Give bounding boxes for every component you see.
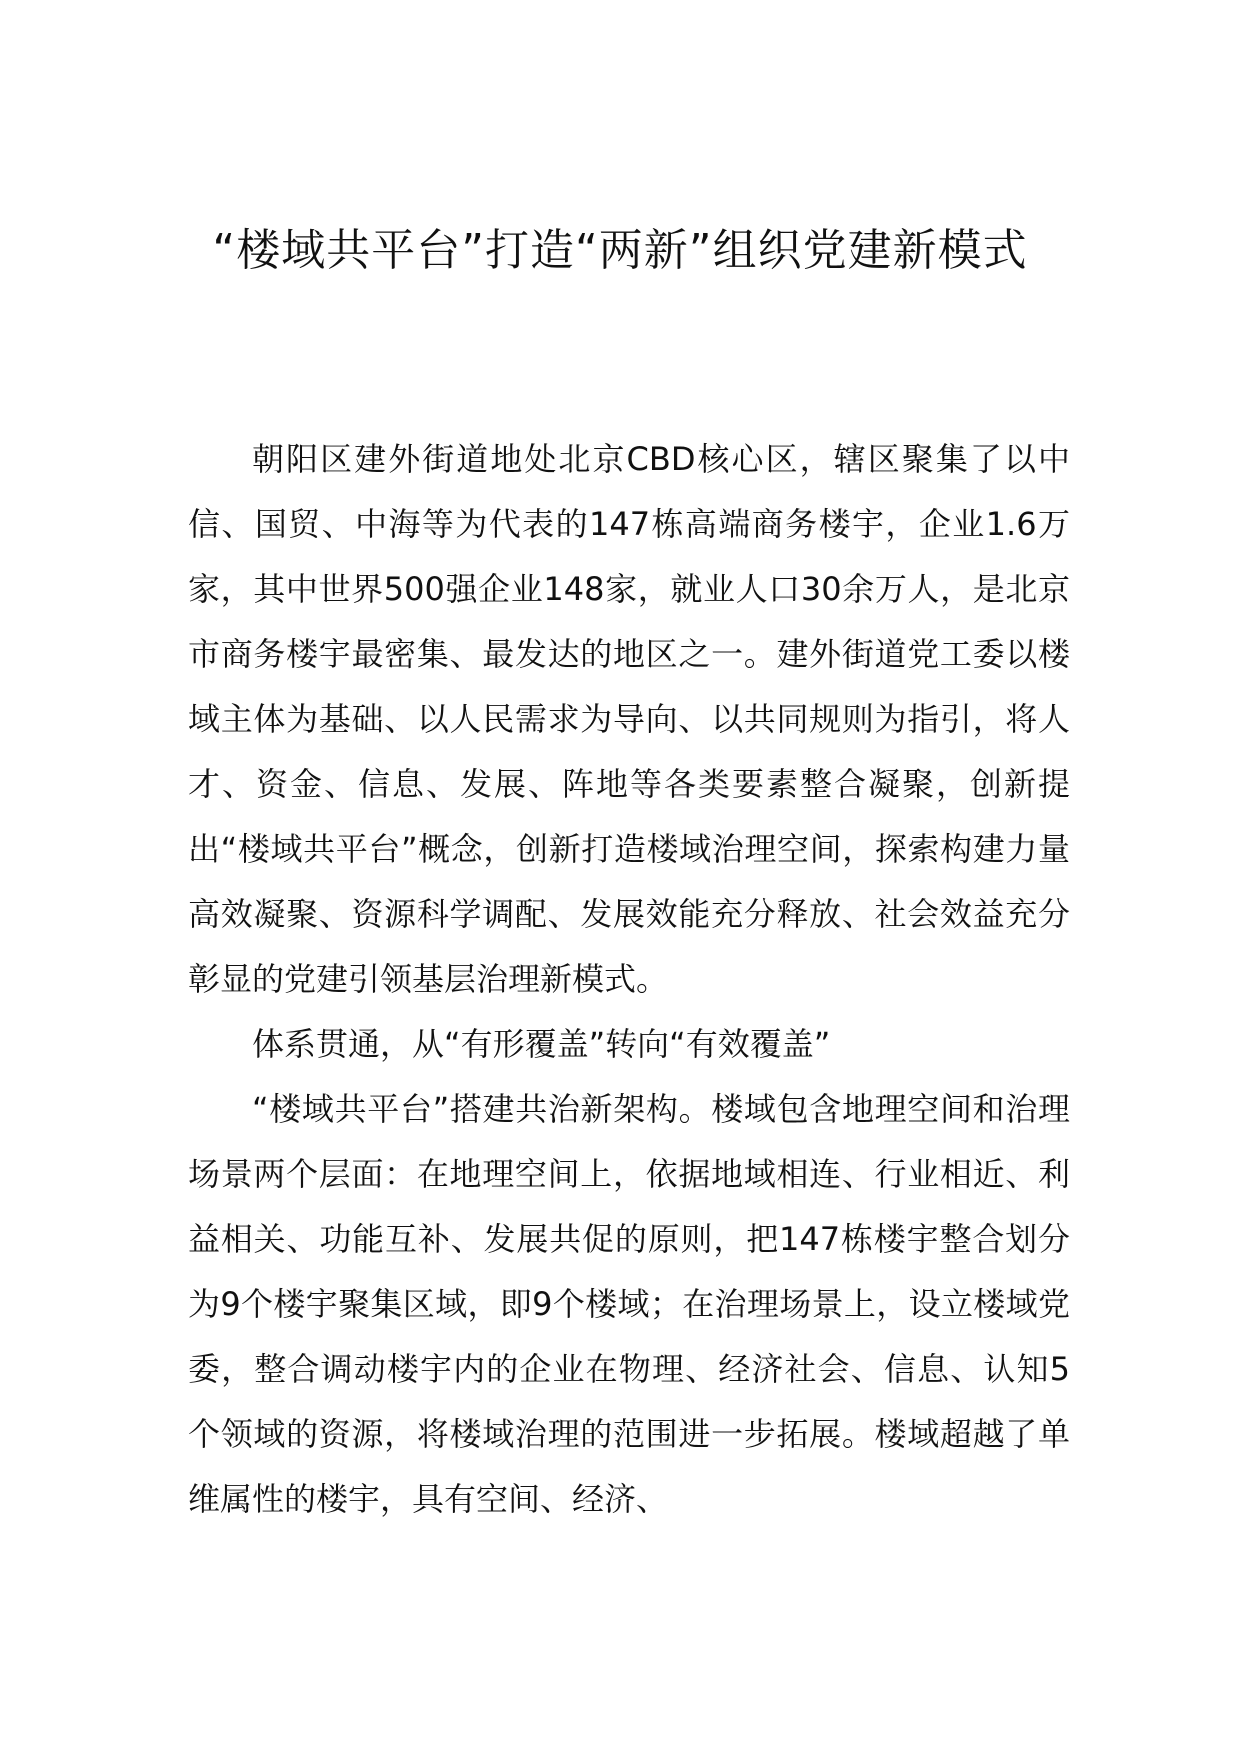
document-body	[188, 427, 1070, 1532]
section-heading: 体系贯通，从“有形覆盖”转向“有效覆盖”	[252, 1025, 831, 1063]
document-title: “楼域共平台”打造“两新”组织党建新模式	[212, 225, 1028, 276]
paragraph-intro: 朝阳区建外街道地处北京CBD核心区，辖区聚集了以中信、国贸、中海等为代表的147栋高端商务楼宇，企业1.6万家，其中世界500强企业148家，就业人口30余万人，是北京市商务楼宇最密集、最发达的地区之一。建外街道党工委以楼域主体为基础、以人民需求为导向、以共同规则为指引，将人才、资金、信息、发展、阵地等各类要素整合凝聚，创新提出“楼域共平台”概念，创新打造楼域治理空间，探索构建力量高效凝聚、资源科学调配、发展效能充分释放、社会效益充分彰显的党建引领基层治理新模式。	[188, 440, 1070, 998]
paragraph-platform: “楼域共平台”搭建共治新架构。楼域包含地理空间和治理场景两个层面：在地理空间上，依据地域相连、行业相近、利益相关、功能互补、发展共促的原则，把147栋楼宇整合划分为9个楼宇聚集区域，即9个楼域；在治理场景上，设立楼域党委，整合调动楼宇内的企业在物理、经济社会、信息、认知5个领域的资源，将楼域治理的范围进一步拓展。楼域超越了单维属性的楼宇，具有空间、经济、	[188, 1090, 1070, 1518]
